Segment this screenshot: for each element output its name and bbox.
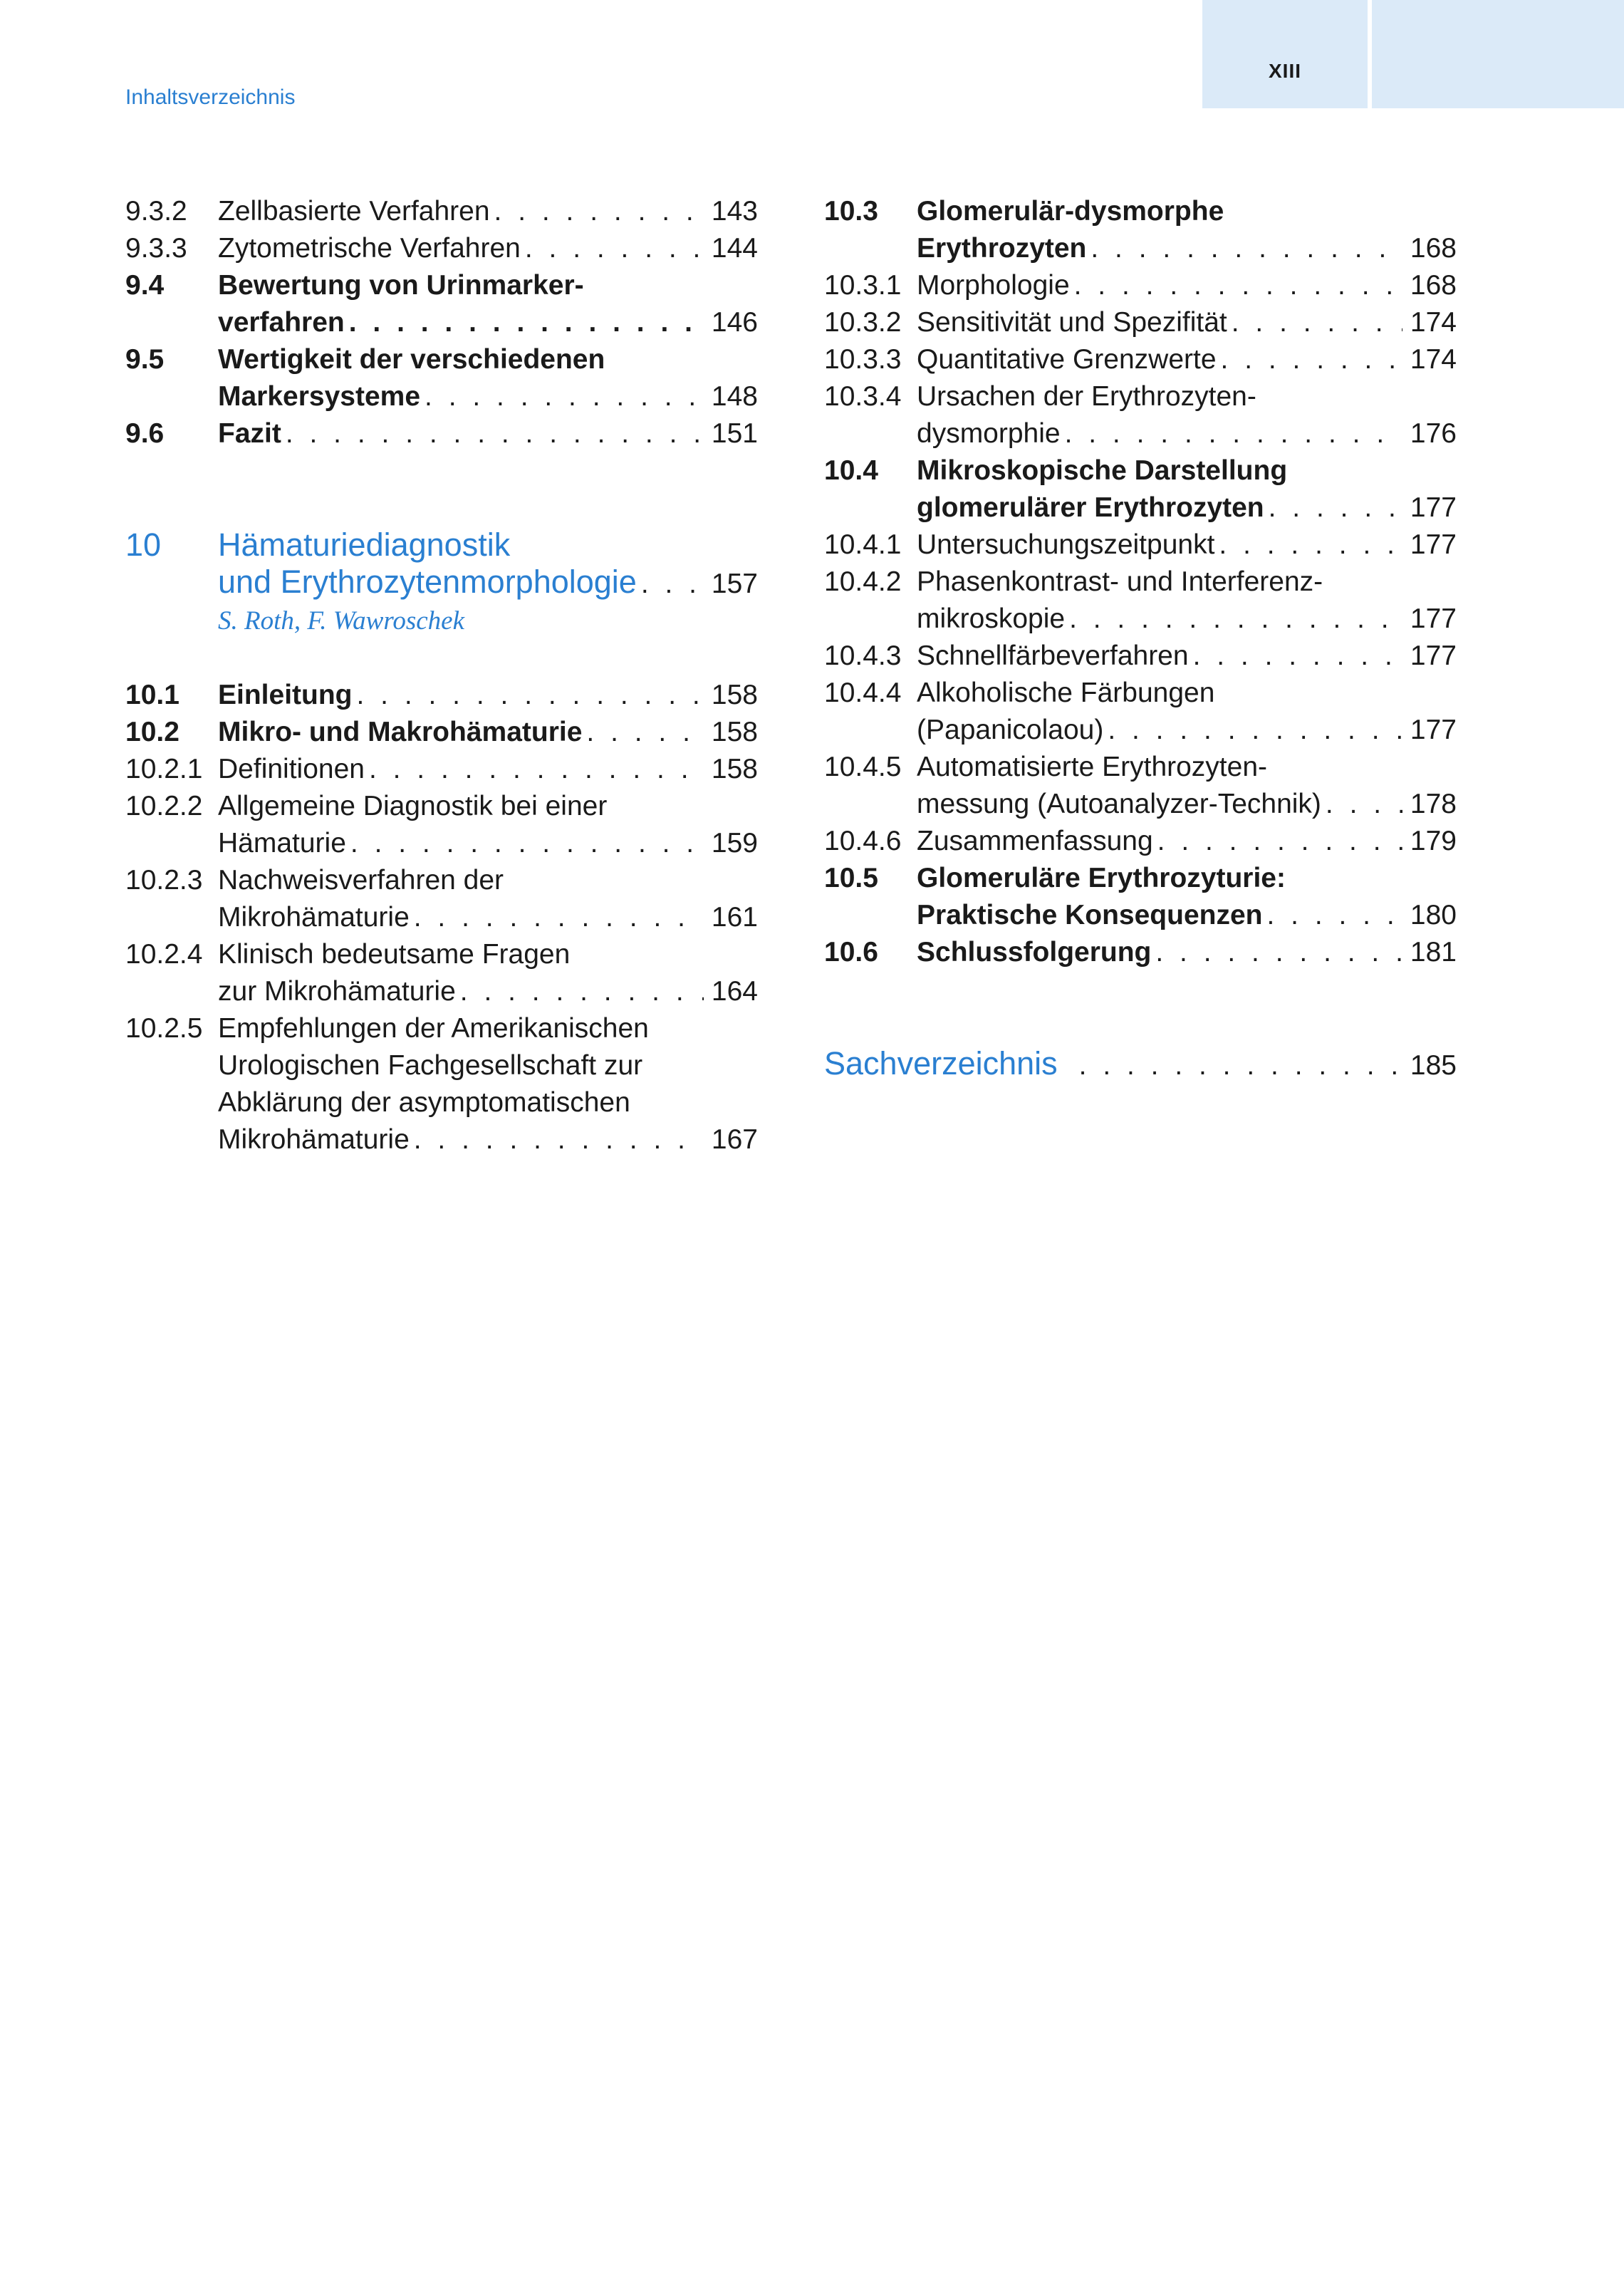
- toc-entry[interactable]: [125, 677, 758, 714]
- toc-right-column: [824, 193, 1457, 1084]
- entry-title: Zellbasierte Verfahren: [218, 196, 490, 227]
- section-number: 9.3.3: [125, 233, 187, 264]
- toc-entry[interactable]: [824, 341, 1457, 378]
- page-ref: 158: [711, 754, 758, 784]
- entry-title: Empfehlungen der Amerikanischen: [218, 1013, 649, 1044]
- dot-leader: [425, 378, 704, 415]
- dot-leader: [525, 230, 704, 267]
- toc-entry[interactable]: [125, 1010, 758, 1158]
- toc-entry[interactable]: [125, 267, 758, 341]
- page-ref: 168: [1410, 233, 1457, 264]
- section-number: 10.3.3: [824, 344, 902, 375]
- toc-entry[interactable]: [125, 193, 758, 230]
- toc-entry[interactable]: [125, 751, 758, 788]
- dot-leader: [357, 677, 704, 714]
- entry-title-cont: Hämaturie: [218, 828, 346, 859]
- toc-chapter-entry[interactable]: [125, 526, 758, 640]
- section-number: 10.2.1: [125, 754, 203, 784]
- entry-title-cont: Mikrohämaturie: [218, 1124, 410, 1155]
- page-ref: 148: [711, 381, 758, 412]
- toc-entry[interactable]: [125, 862, 758, 936]
- page-ref: 159: [711, 828, 758, 859]
- entry-title-cont: Praktische Konsequenzen: [917, 900, 1263, 930]
- section-number: 10.4.5: [824, 752, 902, 782]
- dot-leader: [586, 714, 704, 751]
- page-ref: 177: [1410, 492, 1457, 523]
- section-number: 10.6: [824, 937, 878, 968]
- dot-leader: [1269, 489, 1402, 526]
- section-number: 9.4: [125, 270, 165, 301]
- dot-leader: [1074, 267, 1402, 304]
- entry-title-cont: Mikrohämaturie: [218, 902, 410, 933]
- entry-title: Schlussfolgerung: [917, 937, 1152, 968]
- page-number: XIII: [1268, 60, 1301, 82]
- entry-title: Untersuchungszeitpunkt: [917, 529, 1215, 560]
- running-title: Inhaltsverzeichnis: [125, 85, 296, 109]
- toc-entry[interactable]: [824, 304, 1457, 341]
- entry-title: Glomeruläre Erythrozyturie:: [917, 863, 1286, 893]
- section-number: 10.1: [125, 680, 179, 710]
- index-title: Sachverzeichnis: [824, 1045, 1058, 1081]
- entry-title-cont: glomerulärer Erythrozyten: [917, 492, 1264, 523]
- dot-leader: [414, 1121, 704, 1158]
- section-number: 10.2: [125, 717, 179, 747]
- entry-title: Mikro- und Makrohämaturie: [218, 717, 583, 747]
- section-number: 10.3: [824, 196, 878, 227]
- page-tab-box-secondary: [1372, 0, 1624, 108]
- section-number: 10.4.6: [824, 826, 902, 856]
- section-number: 10.4.3: [824, 640, 902, 671]
- section-number: 10.4.2: [824, 566, 902, 597]
- page-ref: 174: [1410, 344, 1457, 375]
- entry-title: Klinisch bedeutsame Fragen: [218, 939, 571, 970]
- toc-entry[interactable]: [824, 860, 1457, 934]
- dot-leader: [1091, 230, 1402, 267]
- section-number: 10.2.4: [125, 939, 203, 970]
- entry-title: Morphologie: [917, 270, 1070, 301]
- entry-title: Mikroskopische Darstellung: [917, 455, 1288, 486]
- page-ref: 168: [1410, 270, 1457, 301]
- page-tab-box: [1202, 0, 1368, 108]
- toc-entry[interactable]: [824, 526, 1457, 564]
- page-ref: 157: [711, 569, 758, 599]
- dot-leader: [1232, 304, 1402, 341]
- dot-leader: [1079, 1047, 1402, 1084]
- toc-entry[interactable]: [125, 788, 758, 862]
- section-number: 9.3.2: [125, 196, 187, 227]
- entry-title-cont: mikroskopie: [917, 603, 1066, 634]
- section-number: 10.2.5: [125, 1013, 203, 1044]
- entry-title-cont: dysmorphie: [917, 418, 1061, 449]
- toc-entry[interactable]: [824, 193, 1457, 267]
- dot-leader: [414, 899, 704, 936]
- entry-title: Phasenkontrast- und Interferenz-: [917, 566, 1323, 597]
- entry-title: Ursachen der Erythrozyten-: [917, 381, 1256, 412]
- section-number: 10.2.2: [125, 791, 203, 821]
- entry-title-cont: verfahren: [218, 307, 345, 338]
- chapter-title: Hämaturiediagnostik: [218, 526, 511, 563]
- dot-leader: [1219, 526, 1402, 564]
- chapter-title-cont: und Erythrozytenmorphologie: [218, 564, 637, 600]
- dot-leader: [1069, 601, 1402, 638]
- toc-index-entry[interactable]: [824, 1045, 1457, 1084]
- page-ref: 143: [711, 196, 758, 227]
- dot-leader: [369, 751, 704, 788]
- entry-title: Automatisierte Erythrozyten-: [917, 752, 1268, 782]
- chapter-authors: S. Roth, F. Wawroschek: [218, 606, 465, 636]
- entry-title-cont: Urologischen Fachgesellschaft zur: [218, 1050, 643, 1081]
- toc-entry[interactable]: [824, 749, 1457, 823]
- dot-leader: [1157, 823, 1402, 860]
- entry-title-cont: Abklärung der asymptomatischen: [218, 1087, 630, 1118]
- section-number: 10.4.1: [824, 529, 902, 560]
- section-number: 10.3.2: [824, 307, 902, 338]
- page-ref: 177: [1410, 529, 1457, 560]
- entry-title: Glomerulär-dysmorphe: [917, 196, 1224, 227]
- entry-title: Zytometrische Verfahren: [218, 233, 521, 264]
- entry-title-cont: Markersysteme: [218, 381, 421, 412]
- toc-entry[interactable]: [125, 714, 758, 751]
- page-ref: 176: [1410, 418, 1457, 449]
- toc-entry[interactable]: [824, 675, 1457, 749]
- page-ref: 178: [1410, 789, 1457, 819]
- entry-title: Fazit: [218, 418, 281, 449]
- entry-title: Schnellfärbeverfahren: [917, 640, 1189, 671]
- toc-entry[interactable]: [824, 452, 1457, 526]
- entry-title-cont: messung (Autoanalyzer-Technik): [917, 789, 1321, 819]
- entry-title: Definitionen: [218, 754, 365, 784]
- section-number: 10.4.4: [824, 678, 902, 708]
- entry-title: Bewertung von Urinmarker-: [218, 270, 584, 301]
- entry-title: Quantitative Grenzwerte: [917, 344, 1217, 375]
- toc-entry[interactable]: [824, 934, 1457, 971]
- page-ref: 174: [1410, 307, 1457, 338]
- toc-entry[interactable]: [824, 823, 1457, 860]
- page-ref: 144: [711, 233, 758, 264]
- section-number: 10.3.4: [824, 381, 902, 412]
- entry-title: Zusammenfassung: [917, 826, 1153, 856]
- dot-leader: [1108, 712, 1402, 749]
- page-ref: 161: [711, 902, 758, 933]
- section-number: 9.6: [125, 418, 165, 449]
- page-ref: 158: [711, 680, 758, 710]
- toc-entry[interactable]: [824, 638, 1457, 675]
- section-number: 10.4: [824, 455, 878, 486]
- page-ref: 151: [711, 418, 758, 449]
- dot-leader: [350, 825, 704, 862]
- entry-title: Wertigkeit der verschiedenen: [218, 344, 605, 375]
- page-ref: 179: [1410, 826, 1457, 856]
- toc-entry[interactable]: [125, 230, 758, 267]
- dot-leader: [494, 193, 704, 230]
- entry-title-cont: Erythrozyten: [917, 233, 1087, 264]
- page-ref: 177: [1410, 715, 1457, 745]
- dot-leader: [349, 304, 704, 341]
- entry-title: Einleitung: [218, 680, 353, 710]
- dot-leader: [641, 566, 704, 603]
- toc-entry[interactable]: [824, 378, 1457, 452]
- entry-title-cont: zur Mikrohämaturie: [218, 976, 456, 1007]
- section-number: 10.3.1: [824, 270, 902, 301]
- page-ref: 181: [1410, 937, 1457, 968]
- dot-leader: [1326, 786, 1402, 823]
- entry-title: Alkoholische Färbungen: [917, 678, 1215, 708]
- toc-entry[interactable]: [125, 341, 758, 415]
- toc-entry[interactable]: [824, 267, 1457, 304]
- toc-entry[interactable]: [125, 936, 758, 1010]
- page-ref: 146: [711, 307, 758, 338]
- dot-leader: [1193, 638, 1402, 675]
- dot-leader: [1065, 415, 1402, 452]
- toc-entry[interactable]: [125, 415, 758, 452]
- page-ref: 158: [711, 717, 758, 747]
- section-number: 10.5: [824, 863, 878, 893]
- page-ref: 177: [1410, 603, 1457, 634]
- entry-title: Allgemeine Diagnostik bei einer: [218, 791, 608, 821]
- toc-left-column: [125, 193, 758, 1158]
- page-ref: 164: [711, 976, 758, 1007]
- dot-leader: [286, 415, 704, 452]
- dot-leader: [1266, 897, 1402, 934]
- dot-leader: [1155, 934, 1402, 971]
- entry-title-cont: (Papanicolaou): [917, 715, 1104, 745]
- page-ref: 167: [711, 1124, 758, 1155]
- section-number: 9.5: [125, 344, 165, 375]
- section-number: 10.2.3: [125, 865, 203, 896]
- toc-entry[interactable]: [824, 564, 1457, 638]
- entry-title: Nachweisverfahren der: [218, 865, 504, 896]
- page-ref: 180: [1410, 900, 1457, 930]
- dot-leader: [460, 973, 704, 1010]
- dot-leader: [1221, 341, 1402, 378]
- page-ref: 185: [1410, 1050, 1457, 1081]
- page-ref: 177: [1410, 640, 1457, 671]
- chapter-number: 10: [125, 526, 162, 563]
- entry-title: Sensitivität und Spezifität: [917, 307, 1227, 338]
